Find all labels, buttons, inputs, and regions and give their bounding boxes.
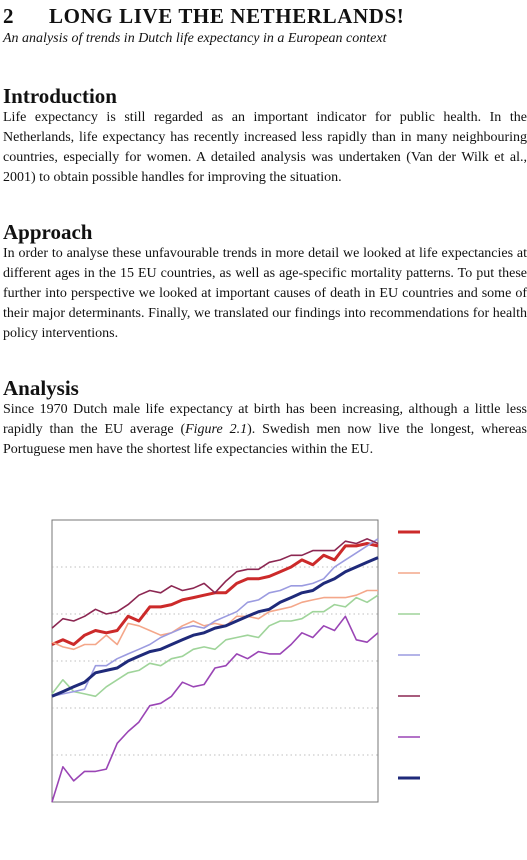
chapter-heading (3, 4, 404, 29)
introduction-heading: Introduction (3, 84, 117, 108)
figure-reference-link[interactable]: Figure 2.1 (185, 422, 248, 437)
introduction-paragraph: Life expectancy is still regarded as an important indicator for public health. In the Netherlands, life expectancy has recently increased less rapidly than in many neighbouring countries, especially for women. A detailed analysis was undertaken (Van der Wilk et al., 2001) to obtain possible handles for improving the situation. (3, 110, 527, 185)
approach-paragraph: In order to analyse these unfavourable trends in more detail we looked at life expectancies at different ages in the 15 EU countries, as well as age-specific mortality patterns. To put these further into perspective we looked at important causes of death in EU countries and some of their major determinants. Finally, we translated our findings into recommendations for health policy interventions. (3, 246, 527, 341)
analysis-text-end: ). Swedish men now live the longest, whereas Portuguese men have the shortest life expectancies within the EU. (3, 422, 527, 457)
analysis-heading: Analysis (3, 376, 79, 400)
life-expectancy-chart (0, 498, 527, 858)
chapter-subtitle: An analysis of trends in Dutch life expectancy in a European context (3, 31, 387, 46)
chapter-number: 2 (3, 4, 15, 28)
approach-heading: Approach (3, 220, 93, 244)
analysis-text-start: Since 1970 Dutch male life expectancy at birth has been increasing, although a little less rapidly than the EU average ( (3, 402, 527, 437)
chapter-title: LONG LIVE THE NETHERLANDS! (49, 4, 405, 28)
chart-legend (398, 532, 420, 778)
analysis-paragraph (3, 400, 527, 460)
